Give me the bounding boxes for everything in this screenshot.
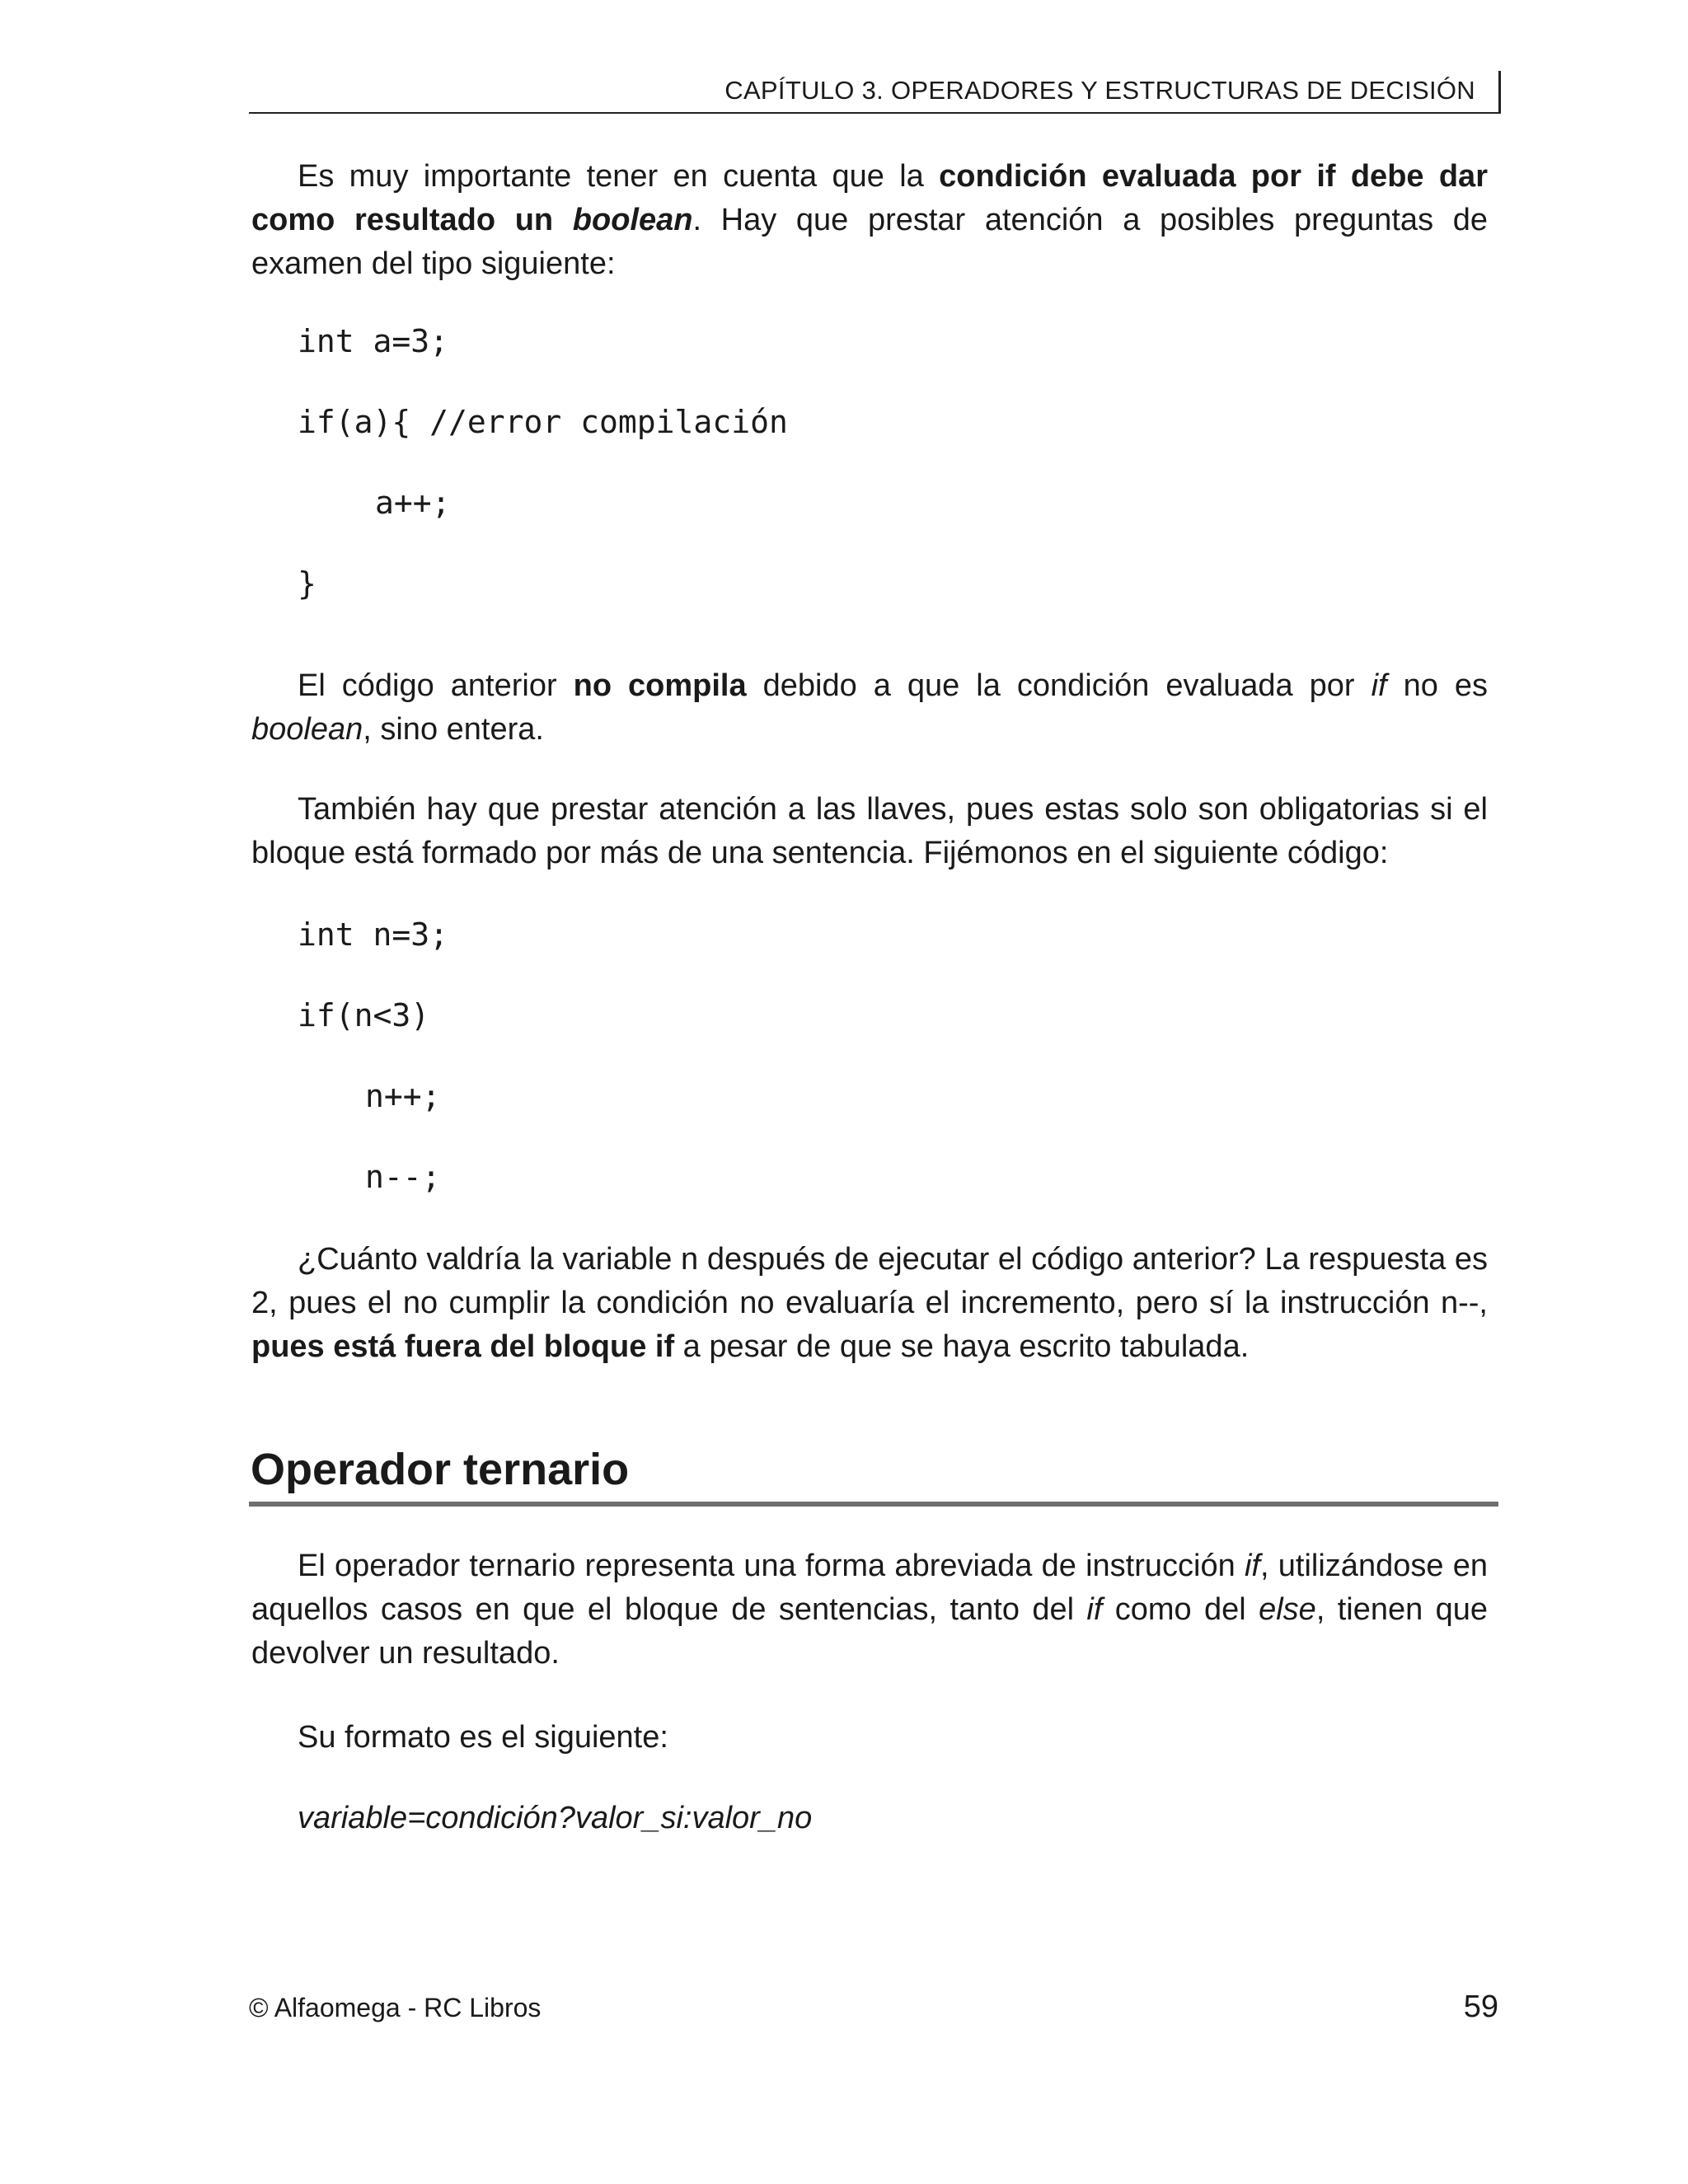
code-line: a++;	[375, 485, 451, 521]
paragraph-llaves: También hay que prestar atención a las llaves, pues estas solo son obligatorias si el bloque está formado por más de una sentencia. Fijémonos en el siguiente código:	[251, 792, 1488, 870]
code-line: if(a){ //error compilación	[298, 404, 788, 440]
paragraph-intro: Es muy importante tener en cuenta que la condición evaluada por if debe dar como resultado un boolean. Hay que prestar atención a posibles preguntas de examen del tipo siguiente:	[251, 159, 1488, 281]
running-header	[249, 71, 1501, 114]
section-title: Operador ternario	[251, 1445, 630, 1494]
code-line: int a=3;	[298, 323, 449, 359]
paragraph-formato: Su formato es el siguiente:	[298, 1720, 668, 1755]
code-line: if(n<3)	[298, 997, 430, 1033]
footer-publisher: © Alfaomega - RC Libros	[249, 1993, 542, 2022]
code-line: }	[298, 565, 316, 602]
ternary-syntax: variable=condición?valor_si:valor_no	[298, 1801, 813, 1835]
paragraph-pregunta: ¿Cuánto valdría la variable n después de ejecutar el código anterior? La respuesta es 2, pues el no cumplir la condición no evaluaría el incremento, pero sí la instrucción n--, pues está fuera del bloque if a pesar de que se haya escrito tabulada.	[251, 1242, 1488, 1364]
code-line: n++;	[365, 1078, 441, 1114]
paragraph-ternario: El operador ternario representa una forma abreviada de instrucción if, utilizándose en aquellos casos en que el bloque de sentencias, tanto del if como del else, tienen que devolver un resultado.	[251, 1549, 1489, 1671]
code-line: n--;	[365, 1159, 441, 1195]
running-title: CAPÍTULO 3. OPERADORES Y ESTRUCTURAS DE DECISIÓN	[724, 76, 1475, 105]
code-line: int n=3;	[298, 916, 449, 953]
paragraph-no-compila: El código anterior no compila debido a que la condición evaluada por if no es boolean, sino entera.	[251, 668, 1488, 747]
section-divider	[249, 1502, 1498, 1507]
page-number: 59	[1463, 1990, 1498, 2024]
